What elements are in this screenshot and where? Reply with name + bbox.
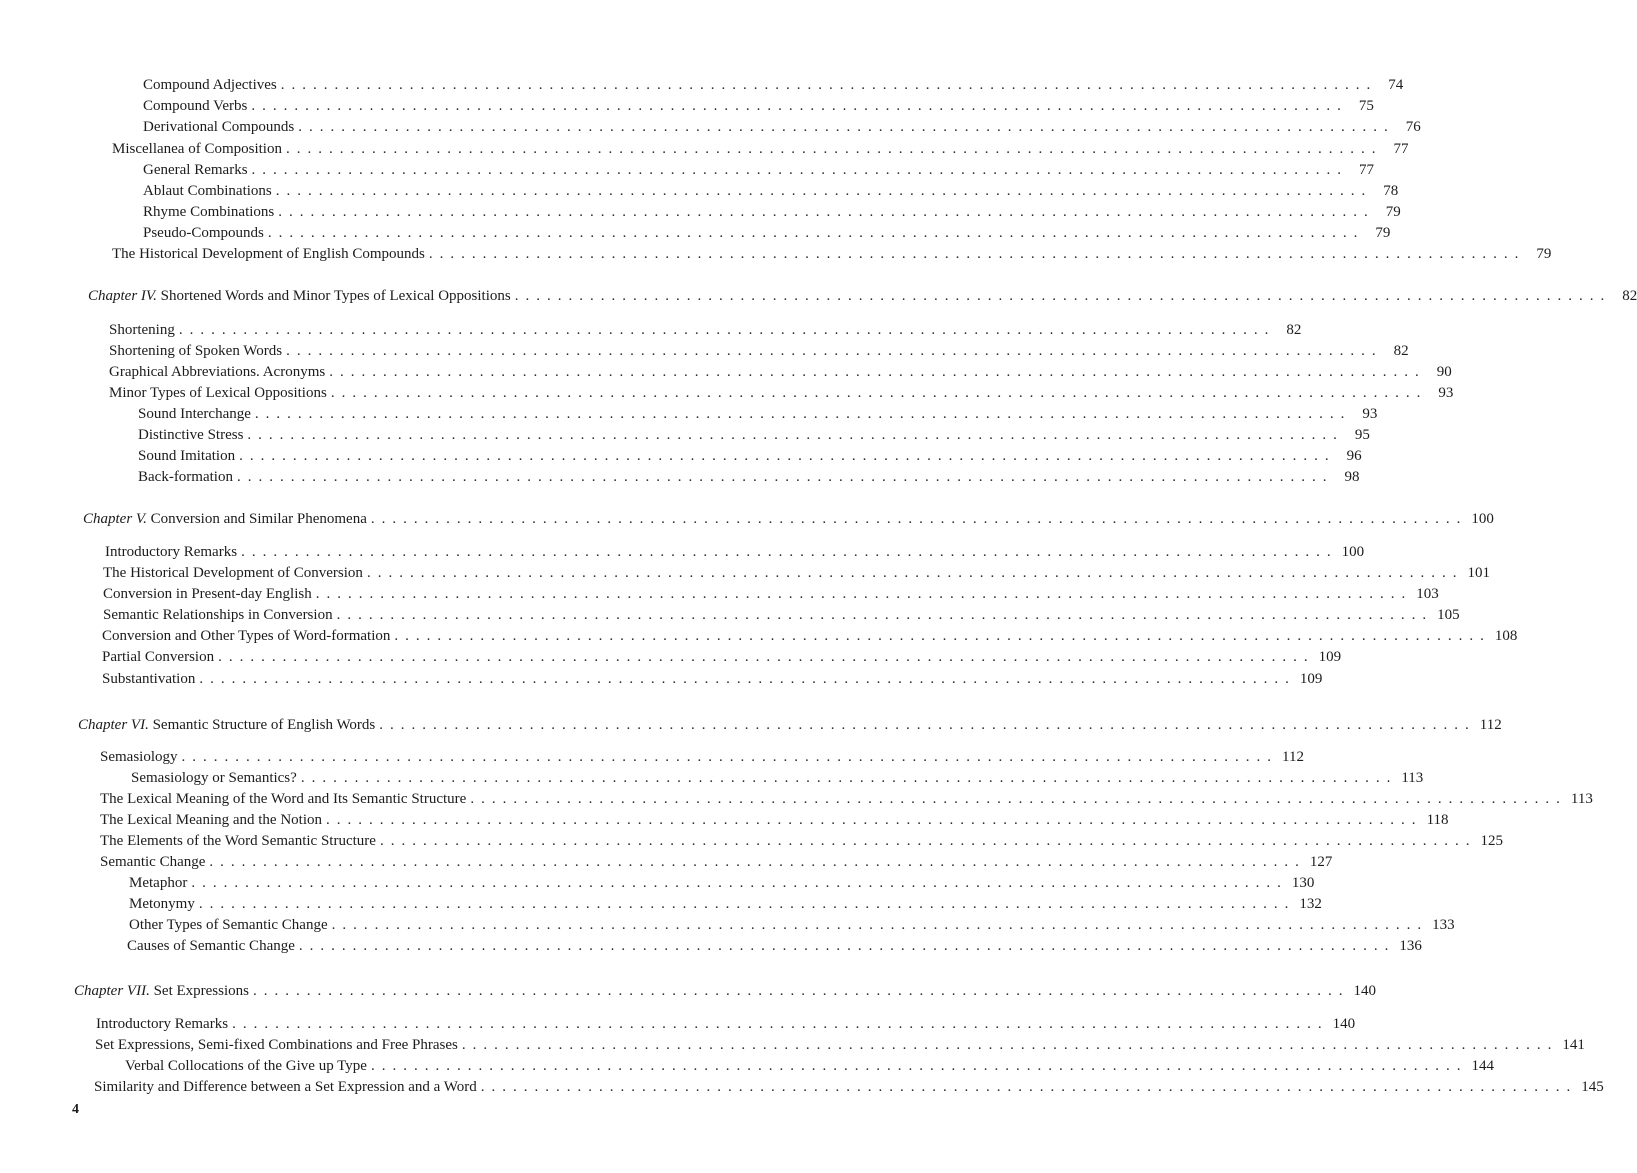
leader-dots: ...................................................................................................... — [514, 288, 1612, 304]
page-number: 74 — [1388, 77, 1404, 93]
entry-title: Rhyme Combinations — [143, 204, 275, 220]
toc-entry — [129, 916, 1455, 934]
leader-dots: ...................................................................................................... — [315, 586, 1413, 602]
entry-title: The Lexical Meaning and the Notion — [100, 812, 323, 828]
leader-dots: ...................................................................................................... — [370, 511, 1468, 527]
entry-title: The Historical Development of English Compounds — [112, 246, 425, 262]
entry-title: Graphical Abbreviations. Acronyms — [109, 364, 326, 380]
chapter-label: Chapter V. — [83, 511, 147, 527]
leader-dots: ...................................................................................................... — [251, 162, 1349, 178]
leader-dots: ...................................................................................................... — [198, 896, 1296, 912]
leader-dots: ...................................................................................................... — [326, 812, 1423, 828]
page-number: 109 — [1318, 649, 1342, 665]
page-number: 141 — [1562, 1037, 1585, 1053]
chapter-heading — [83, 510, 1494, 528]
entry-title: Semantic Change — [100, 854, 206, 870]
leader-dots: ...................................................................................................... — [428, 246, 1526, 262]
leader-dots: ...................................................................................................... — [461, 1037, 1559, 1053]
page-number: 90 — [1436, 364, 1452, 380]
toc-entry — [143, 97, 1374, 115]
leader-dots: ...................................................................................................... — [247, 427, 1344, 443]
entry-title: Other Types of Semantic Change — [129, 917, 328, 933]
entry-title: Sound Imitation — [138, 448, 236, 464]
leader-dots: ...................................................................................................... — [253, 983, 1350, 999]
page-number: 79 — [1385, 204, 1401, 220]
entry-title: Metaphor — [129, 875, 188, 891]
entry-title: Set Expressions — [153, 983, 249, 999]
leader-dots: ...................................................................................................... — [275, 183, 1373, 199]
leader-dots: ...................................................................................................... — [379, 717, 1476, 733]
toc-entry — [129, 895, 1322, 913]
entry-title: Metonymy — [129, 896, 195, 912]
toc-entry — [100, 790, 1593, 808]
entry-title: Back-formation — [138, 469, 233, 485]
toc-entry — [103, 606, 1460, 624]
entry-title: Miscellanea of Composition — [112, 141, 282, 157]
chapter-heading — [88, 287, 1637, 305]
page-number: 96 — [1346, 448, 1362, 464]
toc-entry — [100, 811, 1449, 829]
entry-title: Ablaut Combinations — [143, 183, 272, 199]
page-number: 136 — [1399, 938, 1422, 954]
toc-entry — [127, 937, 1422, 955]
page-number: 127 — [1309, 854, 1333, 870]
entry-title: Verbal Collocations of the Give up Type — [125, 1058, 367, 1074]
entry-title: General Remarks — [143, 162, 248, 178]
entry-title: Minor Types of Lexical Oppositions — [109, 385, 327, 401]
leader-dots: ...................................................................................................... — [218, 649, 1315, 665]
page-number: 112 — [1479, 717, 1502, 733]
leader-dots: ...................................................................................................... — [480, 1079, 1578, 1095]
page-number: 133 — [1432, 917, 1455, 933]
leader-dots: ...................................................................................................... — [209, 854, 1306, 870]
toc-entry — [94, 1078, 1604, 1096]
leader-dots: ...................................................................................................... — [394, 628, 1491, 644]
page-number: 145 — [1581, 1079, 1604, 1095]
entry-title: Conversion in Present-day English — [103, 586, 312, 602]
toc-entry — [96, 1015, 1356, 1033]
page-number: 78 — [1383, 183, 1399, 199]
entry-title: Similarity and Difference between a Set Expression and a Word — [94, 1079, 477, 1095]
page-number: 79 — [1536, 246, 1552, 262]
toc-entry — [105, 543, 1365, 561]
entry-title: The Elements of the Word Semantic Structure — [100, 833, 376, 849]
entry-title: Semantic Relationships in Conversion — [103, 607, 333, 623]
entry-title: Shortening — [109, 322, 175, 338]
toc-entry — [109, 342, 1409, 360]
leader-dots: ...................................................................................................... — [285, 141, 1383, 157]
leader-dots: ...................................................................................................... — [278, 204, 1375, 220]
leader-dots: ...................................................................................................... — [239, 448, 1336, 464]
leader-dots: ...................................................................................................... — [298, 119, 1395, 135]
page-number: 82 — [1286, 322, 1302, 338]
page-number: 98 — [1344, 469, 1360, 485]
chapter-label: Chapter VII. — [74, 983, 150, 999]
leader-dots: ...................................................................................................... — [199, 671, 1296, 687]
page-number: 75 — [1358, 98, 1374, 114]
leader-dots: ...................................................................................................... — [267, 225, 1365, 241]
entry-title: The Historical Development of Conversion — [103, 565, 363, 581]
leader-dots: ...................................................................................................... — [181, 749, 1278, 765]
leader-dots: ...................................................................................................... — [330, 385, 1428, 401]
toc-entry — [143, 76, 1404, 94]
page-number: 79 — [1375, 225, 1391, 241]
entry-title: Compound Adjectives — [143, 77, 277, 93]
page-number: 82 — [1393, 343, 1409, 359]
leader-dots: ...................................................................................................... — [254, 406, 1352, 422]
page-number: 113 — [1401, 770, 1424, 786]
leader-dots: ...................................................................................................... — [366, 565, 1464, 581]
entry-title: Semasiology — [100, 749, 178, 765]
leader-dots: ...................................................................................................... — [300, 770, 1398, 786]
toc-entry — [138, 468, 1360, 486]
entry-title: Semantic Structure of English Words — [152, 717, 376, 733]
page-number: 132 — [1299, 896, 1322, 912]
entry-title: Set Expressions, Semi-fixed Combinations and Free Phrases — [95, 1037, 458, 1053]
page-number: 108 — [1494, 628, 1518, 644]
entry-title: Pseudo-Compounds — [143, 225, 264, 241]
toc-entry — [138, 405, 1378, 423]
toc-entry — [112, 140, 1409, 158]
entry-title: The Lexical Meaning of the Word and Its Semantic Structure — [100, 791, 467, 807]
entry-title: Derivational Compounds — [143, 119, 295, 135]
page-number: 77 — [1393, 141, 1409, 157]
folio-page-number: 4 — [72, 1102, 79, 1117]
leader-dots: ...................................................................................................... — [286, 343, 1383, 359]
leader-dots: ...................................................................................................... — [331, 917, 1429, 933]
page-number: 140 — [1332, 1016, 1356, 1032]
leader-dots: ...................................................................................................... — [379, 833, 1477, 849]
entry-title: Introductory Remarks — [105, 544, 238, 560]
toc-entry — [138, 426, 1370, 444]
page-number: 112 — [1282, 749, 1304, 765]
toc-entry — [143, 161, 1375, 179]
leader-dots: ...................................................................................................... — [470, 791, 1567, 807]
entry-title: Substantivation — [102, 671, 196, 687]
page-number: 130 — [1291, 875, 1315, 891]
entry-title: Conversion and Other Types of Word-formation — [102, 628, 391, 644]
toc-entry — [100, 748, 1304, 766]
toc-entry — [125, 1057, 1494, 1075]
entry-title: Shortening of Spoken Words — [109, 343, 283, 359]
page-number: 109 — [1299, 671, 1323, 687]
page-number: 101 — [1467, 565, 1490, 581]
toc-entry — [100, 832, 1503, 850]
page-number: 140 — [1353, 983, 1376, 999]
toc-entry — [103, 585, 1439, 603]
chapter-heading — [74, 982, 1376, 1000]
page-number: 125 — [1480, 833, 1503, 849]
leader-dots: ...................................................................................................... — [280, 77, 1378, 93]
page-number: 100 — [1341, 544, 1365, 560]
page-number: 103 — [1416, 586, 1439, 602]
leader-dots: ...................................................................................................... — [251, 98, 1348, 114]
entry-title: Causes of Semantic Change — [127, 938, 295, 954]
entry-title: Semasiology or Semantics? — [131, 770, 297, 786]
toc-entry — [143, 118, 1421, 136]
toc-entry — [143, 224, 1391, 242]
entry-title: Partial Conversion — [102, 649, 215, 665]
toc-entry — [112, 245, 1552, 263]
chapter-heading — [78, 716, 1502, 734]
entry-title: Distinctive Stress — [138, 427, 244, 443]
page-number: 118 — [1426, 812, 1449, 828]
page-number: 82 — [1622, 288, 1637, 304]
page-number: 100 — [1471, 511, 1494, 527]
leader-dots: ...................................................................................................... — [232, 1016, 1329, 1032]
page-number: 93 — [1438, 385, 1454, 401]
entry-title: Shortened Words and Minor Types of Lexical Oppositions — [160, 288, 511, 304]
toc-entry — [102, 648, 1342, 666]
toc-entry — [143, 203, 1401, 221]
leader-dots: ...................................................................................................... — [336, 607, 1434, 623]
entry-title: Conversion and Similar Phenomena — [150, 511, 367, 527]
toc-entry — [143, 182, 1399, 200]
page-number: 93 — [1362, 406, 1378, 422]
leader-dots: ...................................................................................................... — [236, 469, 1334, 485]
page-number: 77 — [1359, 162, 1375, 178]
entry-title: Introductory Remarks — [96, 1016, 229, 1032]
chapter-label: Chapter IV. — [88, 288, 157, 304]
toc-entry — [109, 363, 1452, 381]
toc-entry — [129, 874, 1315, 892]
toc-entry — [102, 670, 1323, 688]
toc-entry — [131, 769, 1424, 787]
page-number: 105 — [1437, 607, 1460, 623]
leader-dots: ...................................................................................................... — [241, 544, 1338, 560]
leader-dots: ...................................................................................................... — [191, 875, 1288, 891]
toc-entry — [109, 321, 1302, 339]
leader-dots: ...................................................................................................... — [370, 1058, 1468, 1074]
entry-title: Compound Verbs — [143, 98, 248, 114]
toc-entry — [95, 1036, 1585, 1054]
toc-entry — [138, 447, 1362, 465]
page-number: 144 — [1471, 1058, 1494, 1074]
entry-title: Sound Interchange — [138, 406, 251, 422]
leader-dots: ...................................................................................................... — [298, 938, 1396, 954]
page-number: 76 — [1405, 119, 1421, 135]
toc-entry — [109, 384, 1454, 402]
leader-dots: ...................................................................................................... — [178, 322, 1276, 338]
chapter-label: Chapter VI. — [78, 717, 149, 733]
page-number: 113 — [1570, 791, 1593, 807]
toc-entry — [100, 853, 1333, 871]
toc-entry — [103, 564, 1490, 582]
leader-dots: ...................................................................................................... — [329, 364, 1426, 380]
page-number: 95 — [1354, 427, 1370, 443]
toc-entry — [102, 627, 1518, 645]
